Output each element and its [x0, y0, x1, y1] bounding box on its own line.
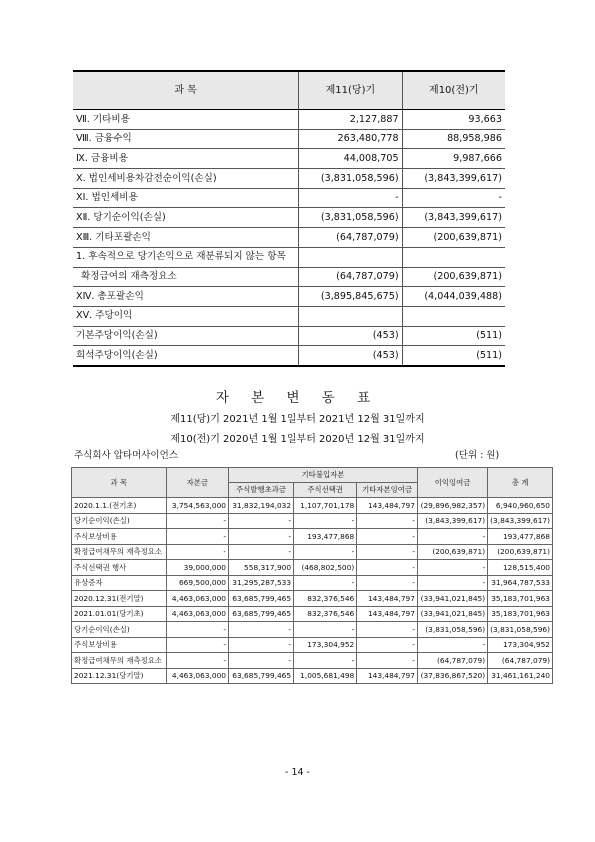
total-value: 35,183,701,963 [488, 591, 553, 607]
capital-value: - [166, 513, 228, 529]
total-value: (200,639,871) [488, 544, 553, 560]
income-statement-row [73, 208, 505, 228]
total-value: 31,964,787,533 [488, 575, 553, 591]
share-premium-value: - [228, 622, 293, 638]
header-subject: 과 목 [72, 468, 167, 498]
total-value: (64,787,079) [488, 653, 553, 669]
row-label: ⅩⅠ. 법인세비용 [73, 188, 299, 208]
row-label: 희석주당이익(손실) [73, 346, 299, 366]
equity-row [72, 653, 553, 669]
equity-row [72, 560, 553, 576]
row-label: 2020.1.1.(전기초) [72, 498, 167, 514]
share-premium-value: - [228, 544, 293, 560]
income-statement-row [73, 247, 505, 267]
equity-row [72, 622, 553, 638]
total-value: (3,831,058,596) [488, 622, 553, 638]
current-value: (453) [299, 346, 402, 366]
stock-options-value: 193,477,868 [294, 529, 357, 545]
header-retained-earnings: 이익잉여금 [417, 468, 487, 498]
stock-options-value: 832,376,546 [294, 591, 357, 607]
income-statement-row [73, 129, 505, 149]
retained-earnings-value: (29,896,982,357) [417, 498, 487, 514]
company-name: 주식회사 압타머사이언스 [74, 450, 178, 461]
current-value: 2,127,887 [299, 110, 402, 130]
capital-value: 39,000,000 [166, 560, 228, 576]
retained-earnings-value: - [417, 575, 487, 591]
row-label: 2021.12.31(당기말) [72, 668, 167, 684]
retained-earnings-value: - [417, 529, 487, 545]
row-label: Ⅷ. 금융수익 [73, 129, 299, 149]
previous-value: (200,639,871) [402, 267, 505, 287]
share-premium-value: 63,685,799,465 [228, 606, 293, 622]
previous-value: 88,958,986 [402, 129, 505, 149]
stock-options-value: 1,005,681,498 [294, 668, 357, 684]
other-surplus-value: - [357, 575, 418, 591]
other-surplus-value: - [357, 560, 418, 576]
header-other-capital: 기타불입자본 [228, 468, 417, 483]
other-surplus-value: 143,484,797 [357, 498, 418, 514]
header-previous-period: 제10(전)기 [402, 71, 505, 110]
capital-value: - [166, 622, 228, 638]
share-premium-value: - [228, 637, 293, 653]
period-current: 제11(당)기 2021년 1월 1일부터 2021년 12월 31일까지 [170, 414, 425, 425]
capital-value: - [166, 529, 228, 545]
row-label: 당기순이익(손실) [72, 513, 167, 529]
other-surplus-value: - [357, 637, 418, 653]
income-statement-row [73, 188, 505, 208]
income-statement-header-row [73, 71, 505, 110]
header-total: 총 계 [488, 468, 553, 498]
retained-earnings-value: (200,639,871) [417, 544, 487, 560]
header-other-surplus: 기타자본잉여금 [357, 483, 418, 498]
row-label: Ⅹ. 법인세비용차감전순이익(손실) [73, 169, 299, 189]
equity-statement-body [72, 498, 553, 684]
header-current-period: 제11(당)기 [299, 71, 402, 110]
equity-row [72, 544, 553, 560]
share-premium-value: - [228, 513, 293, 529]
capital-value: 4,463,063,000 [166, 668, 228, 684]
previous-value: (3,843,399,617) [402, 208, 505, 228]
equity-statement-table [71, 467, 553, 684]
previous-value: (4,044,039,488) [402, 287, 505, 307]
current-value [299, 247, 402, 267]
income-statement-row [73, 267, 505, 287]
share-premium-value: 63,685,799,465 [228, 668, 293, 684]
income-statement-body [73, 110, 505, 366]
share-premium-value: - [228, 653, 293, 669]
income-statement-row [73, 326, 505, 346]
income-statement-row [73, 287, 505, 307]
header-stock-options: 주식선택권 [294, 483, 357, 498]
row-label: ⅩⅤ. 주당이익 [73, 306, 299, 326]
stock-options-value: - [294, 622, 357, 638]
total-value: 35,183,701,963 [488, 606, 553, 622]
stock-options-value: 1,107,701,178 [294, 498, 357, 514]
share-premium-value: 558,317,900 [228, 560, 293, 576]
total-value: 193,477,868 [488, 529, 553, 545]
capital-value: 669,500,000 [166, 575, 228, 591]
previous-value [402, 247, 505, 267]
previous-value [402, 306, 505, 326]
header-share-premium: 주식발행초과금 [228, 483, 293, 498]
previous-value: - [402, 188, 505, 208]
current-value [299, 306, 402, 326]
previous-value: 93,663 [402, 110, 505, 130]
other-surplus-value: - [357, 544, 418, 560]
row-label: 주식보상비용 [72, 637, 167, 653]
current-value: (3,895,845,675) [299, 287, 402, 307]
unit-label: (단위 : 원) [455, 450, 500, 461]
row-label: 당기순이익(손실) [72, 622, 167, 638]
retained-earnings-value: (3,831,058,596) [417, 622, 487, 638]
header-subject: 과 목 [73, 71, 299, 110]
retained-earnings-value: - [417, 637, 487, 653]
capital-value: 3,754,563,000 [166, 498, 228, 514]
equity-row [72, 575, 553, 591]
equity-row [72, 513, 553, 529]
equity-row [72, 668, 553, 684]
income-statement-row [73, 346, 505, 366]
other-surplus-value: 143,484,797 [357, 591, 418, 607]
equity-header-row-1 [72, 468, 553, 483]
row-label: ⅩⅡ. 당기순이익(손실) [73, 208, 299, 228]
row-label: 2021.01.01(당기초) [72, 606, 167, 622]
retained-earnings-value: (33,941,021,845) [417, 606, 487, 622]
capital-value: - [166, 544, 228, 560]
other-surplus-value: - [357, 653, 418, 669]
current-value: 263,480,778 [299, 129, 402, 149]
other-surplus-value: - [357, 529, 418, 545]
stock-options-value: - [294, 653, 357, 669]
share-premium-value: 31,295,287,533 [228, 575, 293, 591]
row-label: 확정급여채무의 재측정요소 [72, 653, 167, 669]
income-statement-row [73, 169, 505, 189]
previous-value: (200,639,871) [402, 228, 505, 248]
row-label: 주식보상비용 [72, 529, 167, 545]
stock-options-value: - [294, 513, 357, 529]
current-value: (3,831,058,596) [299, 169, 402, 189]
previous-value: (511) [402, 346, 505, 366]
income-statement-row [73, 228, 505, 248]
stock-options-value: - [294, 575, 357, 591]
row-label: ⅩⅢ. 기타포괄손익 [73, 228, 299, 248]
other-surplus-value: 143,484,797 [357, 668, 418, 684]
total-value: (3,843,399,617) [488, 513, 553, 529]
row-label: Ⅶ. 기타비용 [73, 110, 299, 130]
current-value: (64,787,079) [299, 267, 402, 287]
current-value: (64,787,079) [299, 228, 402, 248]
previous-value: (3,843,399,617) [402, 169, 505, 189]
row-label: 주식선택권 행사 [72, 560, 167, 576]
row-label: 확정급여의 재측정요소 [73, 267, 299, 287]
share-premium-value: 63,685,799,465 [228, 591, 293, 607]
current-value: (3,831,058,596) [299, 208, 402, 228]
retained-earnings-value: (64,787,079) [417, 653, 487, 669]
page-number: - 14 - [285, 767, 310, 778]
equity-row [72, 606, 553, 622]
stock-options-value: (468,802,500) [294, 560, 357, 576]
total-value: 128,515,400 [488, 560, 553, 576]
equity-row [72, 498, 553, 514]
equity-row [72, 529, 553, 545]
equity-statement-title: 자 본 변 동 표 [215, 390, 380, 406]
equity-row [72, 591, 553, 607]
stock-options-value: 173,304,952 [294, 637, 357, 653]
capital-value: - [166, 653, 228, 669]
total-value: 31,461,161,240 [488, 668, 553, 684]
income-statement-row [73, 110, 505, 130]
row-label: 유상증자 [72, 575, 167, 591]
row-label: Ⅸ. 금융비용 [73, 149, 299, 169]
other-surplus-value: 143,484,797 [357, 606, 418, 622]
retained-earnings-value: (33,941,021,845) [417, 591, 487, 607]
share-premium-value: - [228, 529, 293, 545]
row-label: ⅩⅣ. 총포괄손익 [73, 287, 299, 307]
header-capital: 자본금 [166, 468, 228, 498]
period-previous: 제10(전)기 2020년 1월 1일부터 2020년 12월 31일까지 [170, 434, 425, 445]
capital-value: 4,463,063,000 [166, 591, 228, 607]
previous-value: (511) [402, 326, 505, 346]
other-surplus-value: - [357, 513, 418, 529]
current-value: 44,008,705 [299, 149, 402, 169]
stock-options-value: 832,376,546 [294, 606, 357, 622]
current-value: (453) [299, 326, 402, 346]
capital-value: - [166, 637, 228, 653]
income-statement-row [73, 306, 505, 326]
row-label: 기본주당이익(손실) [73, 326, 299, 346]
retained-earnings-value: (37,836,867,520) [417, 668, 487, 684]
total-value: 173,304,952 [488, 637, 553, 653]
row-label: 확정급여채무의 재측정요소 [72, 544, 167, 560]
capital-value: 4,463,063,000 [166, 606, 228, 622]
previous-value: 9,987,666 [402, 149, 505, 169]
equity-row [72, 637, 553, 653]
income-statement-table [73, 70, 505, 367]
row-label: 2020.12.31(전기말) [72, 591, 167, 607]
stock-options-value: - [294, 544, 357, 560]
share-premium-value: 31,832,194,032 [228, 498, 293, 514]
retained-earnings-value: (3,843,399,617) [417, 513, 487, 529]
retained-earnings-value: - [417, 560, 487, 576]
total-value: 6,940,960,650 [488, 498, 553, 514]
row-label: 1. 후속적으로 당기손익으로 재분류되지 않는 항목 [73, 247, 299, 267]
other-surplus-value: - [357, 622, 418, 638]
current-value: - [299, 188, 402, 208]
income-statement-row [73, 149, 505, 169]
